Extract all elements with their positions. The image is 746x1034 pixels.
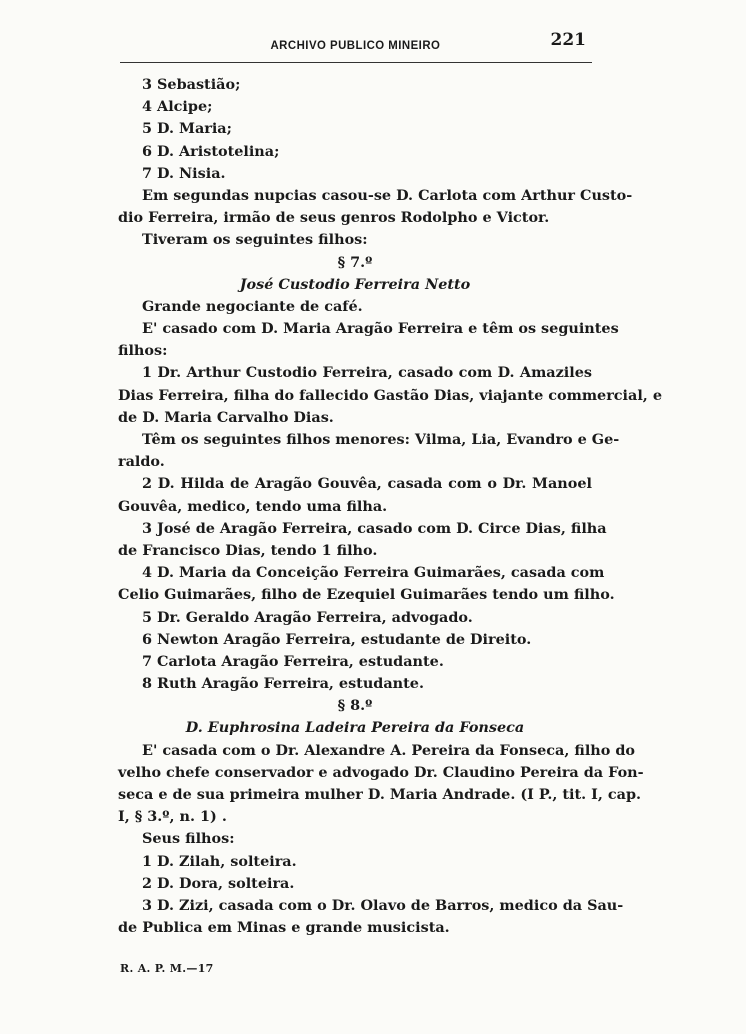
text-line: 3 José de Aragão Ferreira, casado com D. Circe Dias, filha (142, 519, 607, 537)
footer-signature: R. A. P. M.—17 (120, 962, 214, 975)
text-line: Seus filhos: (142, 830, 235, 848)
page-number: 221 (550, 30, 586, 50)
text-line: Dias Ferreira, filha do fallecido Gastão Dias, viajante commercial, e (118, 386, 662, 404)
text-line: 2 D. Dora, solteira. (142, 874, 295, 892)
text-line: 2 D. Hilda de Aragão Gouvêa, casada com o Dr. Manoel (142, 475, 592, 493)
text-line: 3 Sebastião; (142, 76, 241, 93)
text-line: filhos: (118, 342, 168, 360)
text-line: 3 D. Zizi, casada com o Dr. Olavo de Barros, medico da Sau- (142, 896, 624, 914)
page-body (118, 74, 662, 939)
text-line: dio Ferreira, irmão de seus genros Rodolpho e Victor. (118, 209, 550, 227)
text-line: Têm os seguintes filhos menores: Vilma, Lia, Evandro e Ge- (142, 431, 620, 448)
running-head: ARCHIVO PUBLICO MINEIRO (270, 38, 441, 52)
section-number: § 7.º (337, 253, 373, 271)
text-line: 4 Alcipe; (142, 98, 213, 116)
header-rule (120, 62, 592, 63)
text-line: Tiveram os seguintes filhos: (142, 231, 368, 249)
text-line: de Francisco Dias, tendo 1 filho. (118, 541, 378, 559)
text-line: 7 D. Nisia. (142, 164, 226, 182)
text-line: I, § 3.º, n. 1) . (118, 808, 227, 826)
text-line: Em segundas nupcias casou-se D. Carlota com Arthur Custo- (142, 186, 633, 204)
section-heading: D. Euphrosina Ladeira Pereira da Fonseca (185, 719, 525, 737)
text-line: velho chefe conservador e advogado Dr. Claudino Pereira da Fon- (118, 763, 644, 781)
text-line: 5 Dr. Geraldo Aragão Ferreira, advogado. (142, 608, 473, 626)
text-line: de D. Maria Carvalho Dias. (118, 408, 334, 426)
text-line: 1 D. Zilah, solteira. (142, 852, 297, 870)
text-line: 6 D. Aristotelina; (142, 142, 280, 160)
text-line: Celio Guimarães, filho de Ezequiel Guimarães tendo um filho. (118, 586, 615, 604)
text-line: seca e de sua primeira mulher D. Maria Andrade. (I P., tit. I, cap. (118, 786, 642, 803)
text-line: 7 Carlota Aragão Ferreira, estudante. (142, 652, 444, 670)
text-line: 6 Newton Aragão Ferreira, estudante de Direito. (142, 630, 532, 648)
text-line: 8 Ruth Aragão Ferreira, estudante. (142, 675, 424, 693)
text-line: 5 D. Maria; (142, 120, 232, 138)
section-heading: José Custodio Ferreira Netto (239, 275, 471, 293)
text-line: de Publica em Minas e grande musicista. (118, 919, 450, 937)
text-line: Grande negociante de café. (142, 297, 363, 315)
text-line: Gouvêa, medico, tendo uma filha. (118, 497, 388, 515)
text-line: E' casado com D. Maria Aragão Ferreira e têm os seguintes (142, 320, 619, 338)
text-line: raldo. (118, 453, 165, 471)
page-header (120, 30, 590, 58)
section-number: § 8.º (337, 697, 373, 715)
text-line: 4 D. Maria da Conceição Ferreira Guimarães, casada com (142, 564, 605, 582)
text-line: 1 Dr. Arthur Custodio Ferreira, casado com D. Amaziles (142, 364, 592, 382)
text-line: E' casada com o Dr. Alexandre A. Pereira da Fonseca, filho do (142, 741, 636, 759)
